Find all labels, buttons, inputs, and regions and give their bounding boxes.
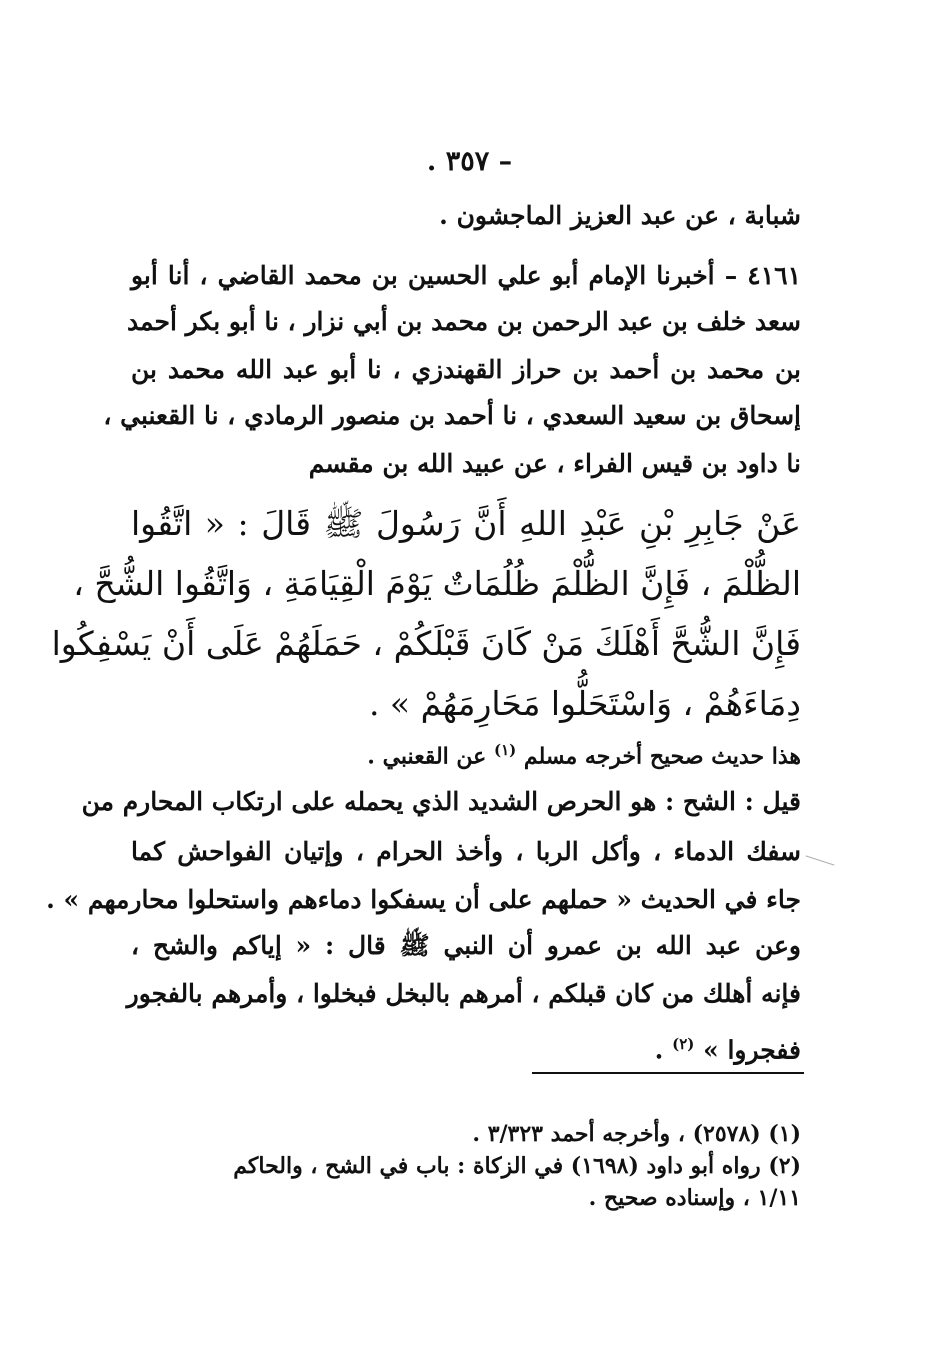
footnote-separator bbox=[532, 1072, 804, 1074]
grading-line: هذا حديث صحيح أخرجه مسلم $^{(١)}$ عن القعنبي . bbox=[367, 741, 801, 770]
commentary-line: جاء في الحديث « حملهم على أن يسفكوا دماءهم واستحلوا محارمهم » . bbox=[46, 885, 801, 914]
footnote-2-line-2: ١/١١ ، وإسناده صحيح . bbox=[588, 1185, 801, 1211]
footnote-2-line-1: (٢) رواه أبو داود (١٦٩٨) في الزكاة : باب في الشح ، والحاكم bbox=[233, 1153, 801, 1179]
footnote-1: (١) (٢٥٧٨) ، وأخرجه أحمد ٣/٣٢٣ . bbox=[472, 1121, 801, 1147]
isnad-line: نا داود بن قيس الفراء ، عن عبيد الله بن مقسم bbox=[308, 449, 801, 478]
intro-line: شبابة ، عن عبد العزيز الماجشون . bbox=[439, 201, 801, 230]
hadith-line: دِمَاءَهُمْ ، وَاسْتَحَلُّوا مَحَارِمَهُمْ » . bbox=[368, 684, 801, 723]
page-number: – ٣٥٧ . bbox=[426, 146, 513, 177]
hadith-line: عَنْ جَابِرِ بْنِ عَبْدِ اللهِ أَنَّ رَسُولَ ﷺ قَالَ : « اتَّقُوا bbox=[131, 504, 801, 543]
commentary-line: فإنه أهلك من كان قبلكم ، أمرهم بالبخل فبخلوا ، وأمرهم بالفجور bbox=[126, 979, 801, 1008]
footnote-ref-1: (١) bbox=[493, 741, 517, 759]
hadith-line: فَإِنَّ الشُّحَّ أَهْلَكَ مَنْ كَانَ قَبْلَكُمْ ، حَمَلَهُمْ عَلَى أَنْ يَسْفِكُوا bbox=[51, 624, 801, 663]
isnad-line: بن محمد بن أحمد بن حراز القهندزي ، نا أبو عبد الله محمد بن bbox=[131, 355, 801, 384]
footnote-ref-2: (٢) bbox=[672, 1035, 695, 1053]
commentary-line: وعن عبد الله بن عمرو أن النبي ﷺ قال : « إياكم والشح ، bbox=[131, 931, 801, 960]
commentary-line: قيل : الشح : هو الحرص الشديد الذي يحمله على ارتكاب المحارم من bbox=[81, 787, 801, 816]
scan-artifact bbox=[806, 855, 835, 865]
isnad-line: إسحاق بن سعيد السعدي ، نا أحمد بن منصور الرمادي ، نا القعنبي ، bbox=[103, 401, 801, 430]
isnad-line: ٤١٦١ – أخبرنا الإمام أبو علي الحسين بن محمد القاضي ، أنا أبو bbox=[131, 261, 801, 290]
commentary-line: سفك الدماء ، وأكل الربا ، وأخذ الحرام ، وإتيان الفواحش كما bbox=[131, 837, 801, 866]
hadith-line: الظُّلْمَ ، فَإِنَّ الظُّلْمَ ظُلُمَاتٌ يَوْمَ الْقِيَامَةِ ، وَاتَّقُوا الشُّحَّ ، bbox=[73, 564, 801, 603]
commentary-last-line: ففجروا » $^{(٢)}$ . bbox=[654, 1035, 801, 1065]
isnad-line: سعد خلف بن عبد الرحمن بن محمد بن أبي نزار ، نا أبو بكر أحمد bbox=[126, 307, 801, 336]
